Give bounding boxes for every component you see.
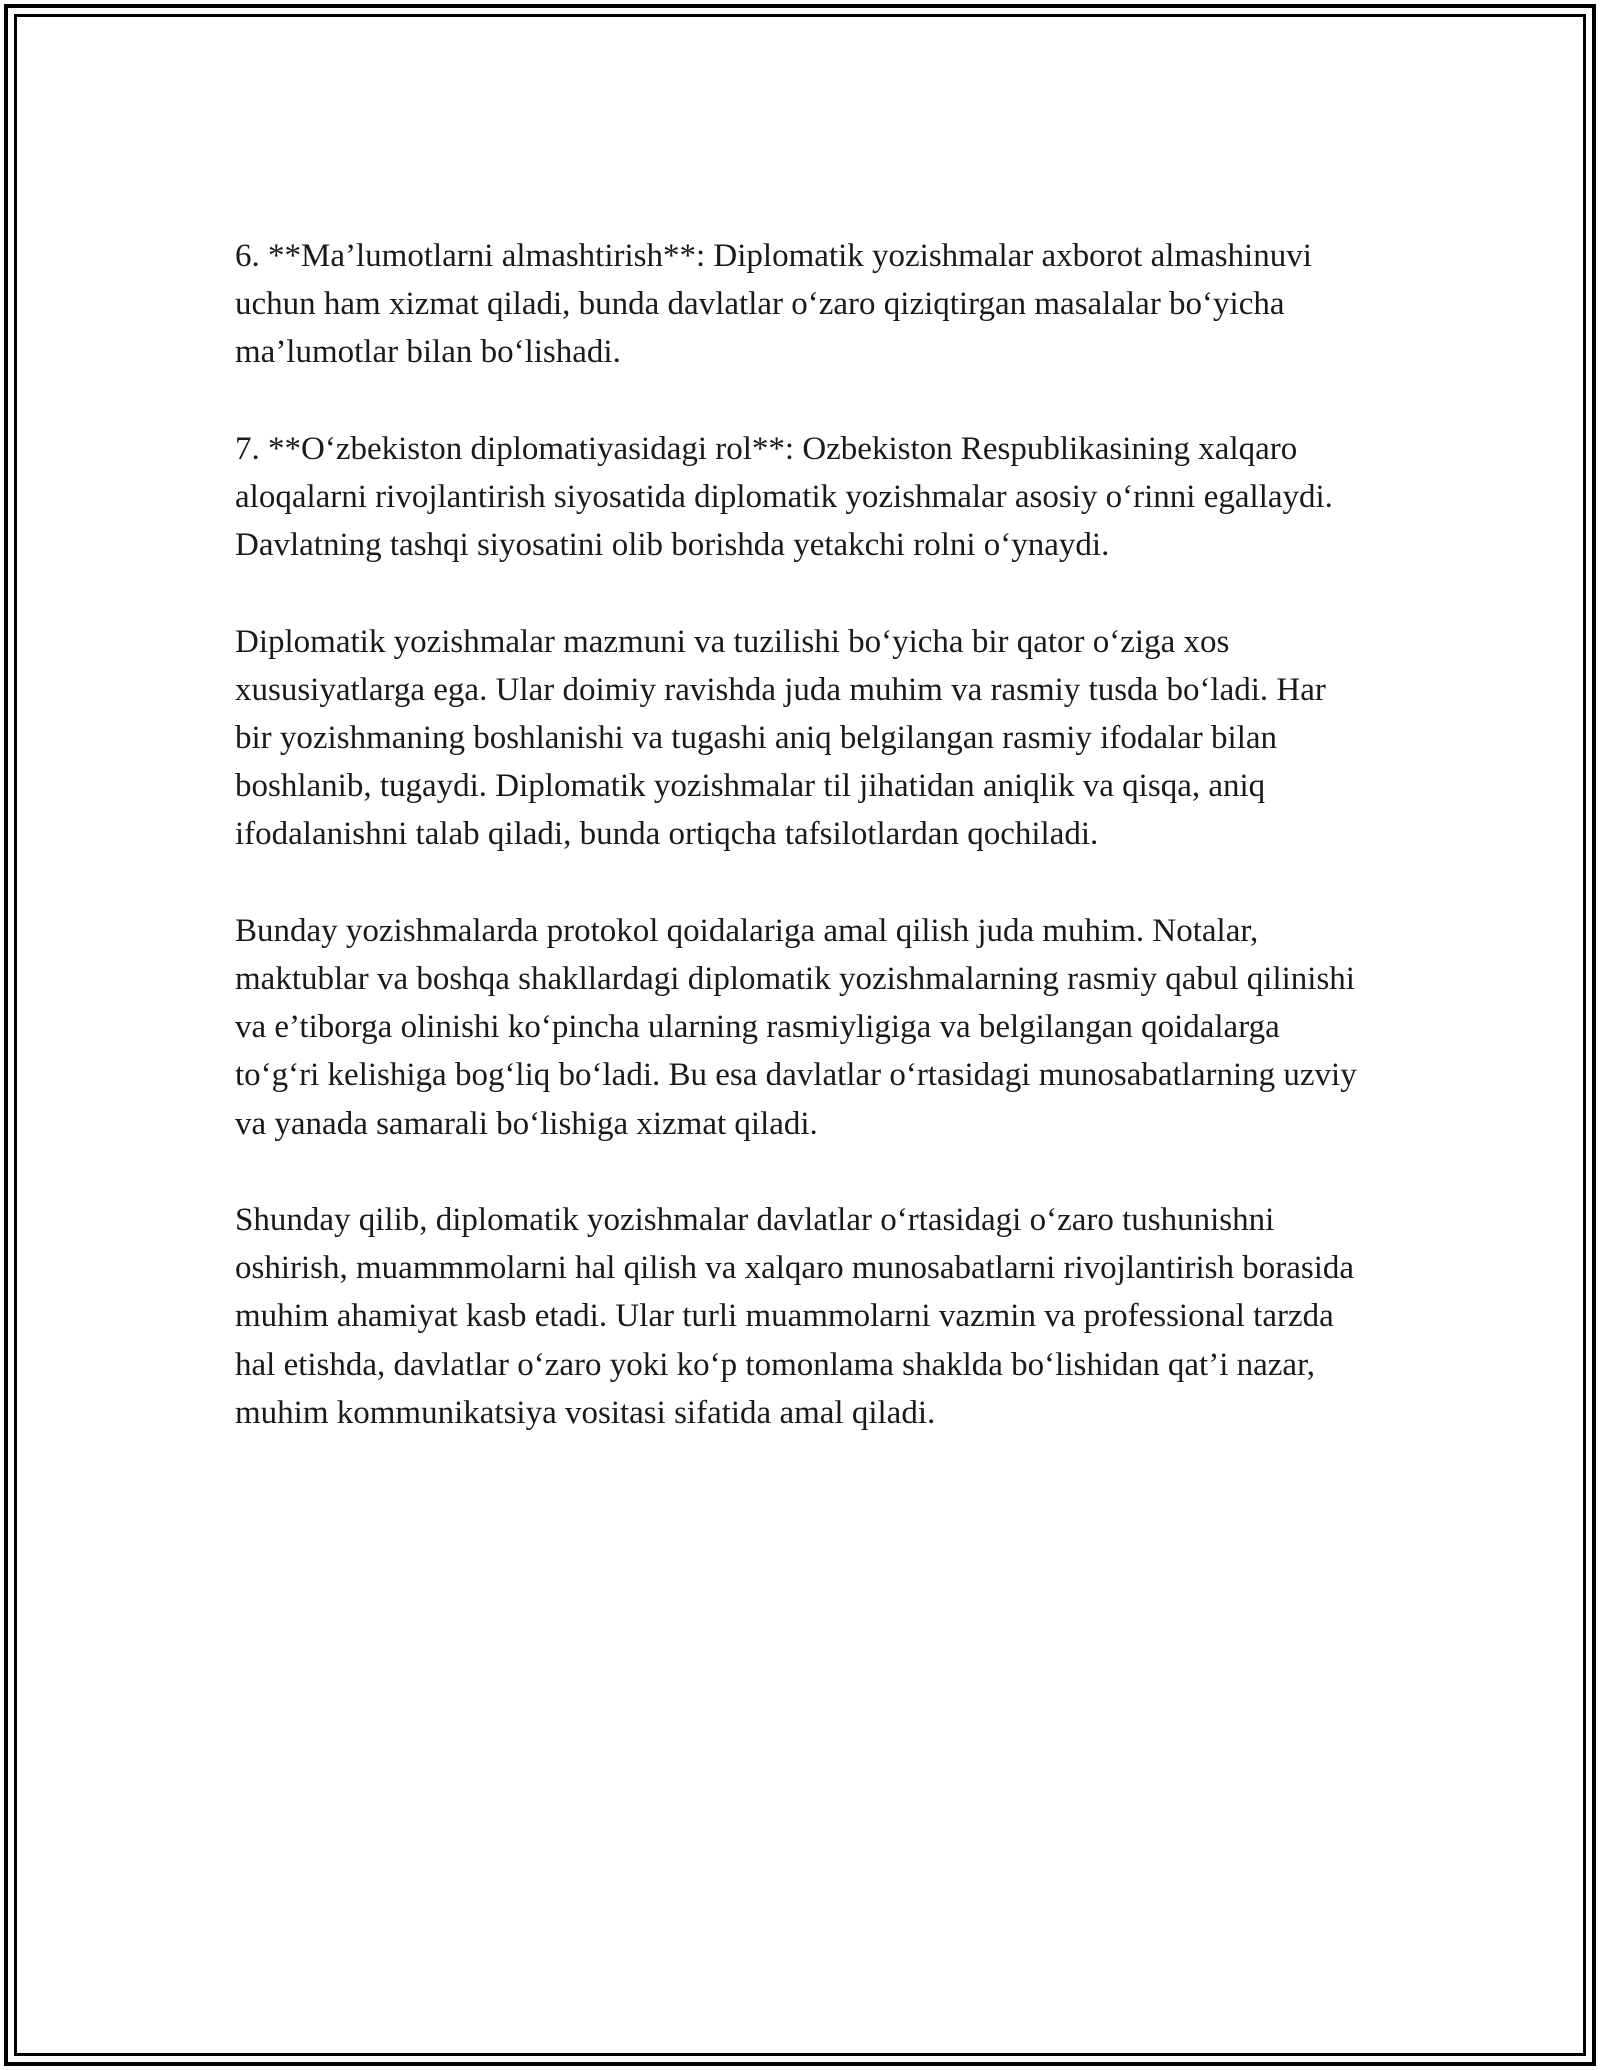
paragraph-conclusion: Shunday qilib, diplomatik yozishmalar davlatlar o‘rtasidagi o‘zaro tushunishni oshirish, muammmolarni hal qilish va xalqaro munosabatlarni rivojlantirish borasida muhim ahamiyat kasb etadi. Ular turli muammolarni vazmin va professional tarzda hal etishda, davlatlar o‘zaro yoki ko‘p tomonlama shaklda bo‘lishidan qat’i nazar, muhim kommunikatsiya vositasi sifatida amal qiladi. <box>235 1202 1355 1431</box>
paragraph-data-exchange: 6. **Ma’lumotlarni almashtirish**: Diplomatik yozishmalar axborot almashinuvi uchun ham xizmat qiladi, bunda davlatlar o‘zaro qiziqtirgan masalalar bo‘yicha ma’lumotlar bilan bo‘lishadi. <box>235 238 1312 371</box>
paragraph-structure: Diplomatik yozishmalar mazmuni va tuzilishi bo‘yicha bir qator o‘ziga xos xususiyatlarga ega. Ular doimiy ravishda juda muhim va rasmiy tusda bo‘ladi. Har bir yozishmaning boshlanishi va tugashi aniq belgilangan rasmiy ifodalar bilan boshlanib, tugaydi. Diplomatik yozishmalar til jihatidan aniqlik va qisqa, aniq ifodalanishni talab qiladi, bunda ortiqcha tafsilotlardan qochiladi. <box>235 623 1326 853</box>
document-body <box>235 232 1365 1485</box>
paragraph-protocol: Bunday yozishmalarda protokol qoidalariga amal qilish juda muhim. Notalar, maktublar va boshqa shakllardagi diplomatik yozishmalarning rasmiy qabul qilinishi va e’tiborga olinishi ko‘pincha ularning rasmiyligiga va belgilangan qoidalarga to‘g‘ri kelishiga bog‘liq bo‘ladi. Bu esa davlatlar o‘rtasidagi munosabatlarning uzviy va yanada samarali bo‘lishiga xizmat qiladi. <box>235 912 1357 1142</box>
paragraph-uzbekistan-role: 7. **O‘zbekiston diplomatiyasidagi rol**: Ozbekiston Respublikasining xalqaro aloqalarni rivojlantirish siyosatida diplomatik yozishmalar asosiy o‘rinni egallaydi. Davlatning tashqi siyosatini olib borishda yetakchi rolni o‘ynaydi. <box>235 430 1333 564</box>
